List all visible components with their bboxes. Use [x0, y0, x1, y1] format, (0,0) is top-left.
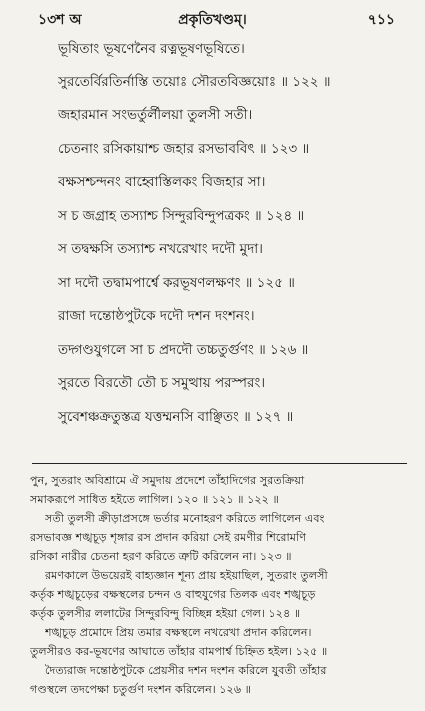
translation-line: রমণকালে উভয়েরই বাহ্যজ্ঞান শূন্য প্রায় হইয়াছিল, সুতরাং তুলসী: [45, 569, 328, 582]
translation-line: পুন, সুতরাং অবিশ্রামে ঐ সমুদায় প্রদেশে তাঁহাদিগের সুরতক্রিয়া: [30, 474, 305, 487]
chapter-label: ১৩শ অ: [38, 12, 82, 28]
translation-line: রসিকা নারীর চেতনা হরণ করিতে ত্রুটি করিলেন না। ১২৩ ॥: [30, 550, 292, 563]
verse-line: সুবেশঞ্চক্রতুস্তত্র যত্তম্মনসি বাঞ্ছিতং ॥ ১২৭ ॥: [58, 409, 294, 425]
page-number: ৭১১: [367, 12, 395, 28]
translation-line: রসভাবজ্ঞ শঙ্খচূড় শৃঙ্গার রস প্রদান করিয়া সেই রমণীর শিরোমণি: [30, 531, 306, 544]
translation-line: গণ্ডস্থলে তদপেক্ষা চতুর্গুণ দংশন করিলেন। ১২৬ ॥: [30, 683, 251, 696]
verse-line: সা দদৌ তদ্বামপার্শ্বে করভূষণলক্ষণং ॥ ১২৫ ॥: [58, 275, 295, 291]
verse-line: জহারমান সংভর্তুর্লীলয়া তুলসী সতী।: [58, 107, 253, 123]
verse-line: চেতনাং রসিকায়াশ্চ জহার রসভাববিৎ ॥ ১২৩ ॥: [58, 141, 310, 157]
verse-line: স তদ্বক্ষসি তস্যাশ্চ নখরেখাং দদৌ মুদা।: [58, 241, 263, 257]
verse-line: তদ্গণ্ডযুগলে সা চ প্রদদৌ তচ্চতুর্গুণং ॥ ১২৬ ॥: [58, 342, 309, 358]
verse-line: ভূষিতাং ভূষণেনৈব রত্নভূষণভূষিতে।: [58, 41, 245, 57]
verse-line: স চ জগ্রাহ তস্যাশ্চ সিন্দুরবিন্দুপত্রকং ॥ ১২৪ ॥: [58, 208, 305, 224]
translation-line: কর্তৃক তুলসীর ললাটের সিন্দুরবিন্দু বিচ্ছিন্ন হইয়া গেল। ১২৪ ॥: [30, 607, 301, 620]
translation-line: তুলসীরও কর-ভূষণের আঘাতে তাঁহার বামপার্শ্ব চিহ্নিত হইল। ১২৫ ॥: [30, 645, 328, 658]
translation-line: শঙ্খচূড় প্রমোদে প্রিয় তমার বক্ষস্থলে নখরেখা প্রদান করিলেন।: [45, 626, 312, 639]
verse-line: বক্ষসশ্চন্দনং বাহ্বোস্তিলকং বিজহার সা।: [58, 174, 266, 190]
translation-line: সমাকরূপে সাধিত হইতে লাগিল। ১২০ ॥ ১২১ ॥ ১২২ ॥: [30, 493, 279, 506]
verse-line: সুরতের্বিরতির্নাস্তি তয়োঃ সৌরতবিজ্ঞয়োঃ ॥ ১২২ ॥: [58, 74, 331, 90]
translation-line: সতী তুলসী ক্রীড়াপ্রসঙ্গে ভর্তার মনোহরণ করিতে লাগিলেন এবং: [45, 512, 325, 525]
verse-line: রাজা দন্তোষ্ঠপুটকে দদৌ দশন দংশনং।: [58, 308, 255, 324]
translation-line: দৈত্যরাজ দন্তোষ্ঠপুটকে প্রেয়সীর দশন দংশন করিলে যুবতী তাঁহার: [45, 664, 327, 677]
translation-line: কর্তৃক শঙ্খচূড়ের বক্ষস্থলের চন্দন ও বাহুযুগের তিলক এবং শঙ্খচূড়: [30, 588, 316, 601]
section-divider: [32, 463, 407, 464]
verse-line: সুরতে বিরতৌ তৌ চ সমুত্থায় পরস্পরং।: [58, 375, 266, 391]
book-title: প্রকৃতিখণ্ডম্।: [178, 12, 247, 28]
